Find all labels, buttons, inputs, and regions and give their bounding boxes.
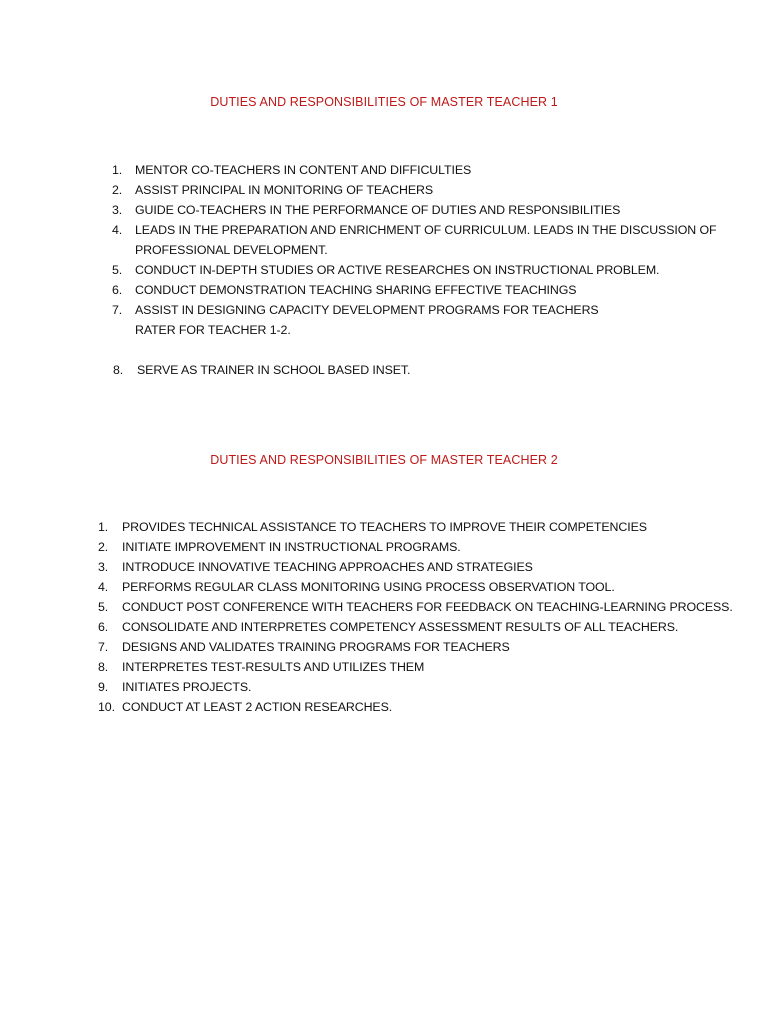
item-text: LEADS IN THE PREPARATION AND ENRICHMENT OF CURRICULUM. LEADS IN THE DISCUSSION OF — [135, 223, 717, 237]
list-item — [98, 537, 718, 557]
item-text: MENTOR CO-TEACHERS IN CONTENT AND DIFFICULTIES — [135, 163, 472, 177]
list-item — [98, 557, 718, 577]
item-number: 8. — [113, 363, 124, 377]
list-item — [112, 300, 712, 340]
item-number: 1. — [112, 163, 123, 177]
item-text: INTRODUCE INNOVATIVE TEACHING APPROACHES AND STRATEGIES — [122, 560, 533, 574]
list-item — [112, 200, 712, 220]
item-number: 5. — [98, 600, 109, 614]
section-2-title: DUTIES AND RESPONSIBILITIES OF MASTER TEACHER 2 — [210, 453, 558, 467]
item-number: 2. — [112, 183, 123, 197]
item-number: 4. — [98, 580, 109, 594]
list-item — [98, 597, 733, 617]
item-text: DESIGNS AND VALIDATES TRAINING PROGRAMS FOR TEACHERS — [122, 640, 510, 654]
item-text: CONDUCT IN-DEPTH STUDIES OR ACTIVE RESEARCHES ON INSTRUCTIONAL PROBLEM. — [135, 263, 660, 277]
item-text: PERFORMS REGULAR CLASS MONITORING USING PROCESS OBSERVATION TOOL. — [122, 580, 615, 594]
section-1-list — [112, 160, 717, 380]
item-number: 10. — [98, 700, 115, 714]
item-number: 3. — [112, 203, 123, 217]
item-text: INITIATES PROJECTS. — [122, 680, 252, 694]
list-item — [112, 180, 712, 200]
list-item — [98, 677, 718, 697]
item-number: 6. — [112, 283, 123, 297]
item-number: 9. — [98, 680, 109, 694]
item-text: INTERPRETES TEST-RESULTS AND UTILIZES THEM — [122, 660, 425, 674]
list-item — [112, 360, 712, 380]
list-item — [98, 617, 718, 637]
item-number: 2. — [98, 540, 109, 554]
item-number: 7. — [98, 640, 109, 654]
item-number: 5. — [112, 263, 123, 277]
item-text: CONDUCT POST CONFERENCE WITH TEACHERS FOR FEEDBACK ON TEACHING-LEARNING PROCESS. — [122, 600, 733, 614]
item-number: 3. — [98, 560, 109, 574]
list-item — [98, 657, 718, 677]
item-text: CONSOLIDATE AND INTERPRETES COMPETENCY ASSESSMENT RESULTS OF ALL TEACHERS. — [122, 620, 679, 634]
list-item — [98, 577, 718, 597]
item-text: CONDUCT DEMONSTRATION TEACHING SHARING EFFECTIVE TEACHINGS — [135, 283, 577, 297]
section-1-title: DUTIES AND RESPONSIBILITIES OF MASTER TEACHER 1 — [210, 95, 558, 109]
item-number: 8. — [98, 660, 109, 674]
item-text: SERVE AS TRAINER IN SCHOOL BASED INSET. — [137, 363, 411, 377]
item-text: INITIATE IMPROVEMENT IN INSTRUCTIONAL PROGRAMS. — [122, 540, 461, 554]
list-item — [98, 637, 718, 657]
list-item — [112, 160, 712, 180]
item-text: GUIDE CO-TEACHERS IN THE PERFORMANCE OF DUTIES AND RESPONSIBILITIES — [135, 203, 621, 217]
item-number: 7. — [112, 303, 123, 317]
item-number: 4. — [112, 223, 123, 237]
list-item — [112, 220, 717, 260]
section-2-list — [98, 517, 733, 717]
item-number: 1. — [98, 520, 109, 534]
item-text-continuation: RATER FOR TEACHER 1-2. — [135, 323, 291, 337]
item-text-continuation: PROFESSIONAL DEVELOPMENT. — [135, 243, 328, 257]
list-item — [112, 260, 712, 280]
list-item — [112, 280, 712, 300]
list-spacer — [112, 340, 712, 360]
item-number: 6. — [98, 620, 109, 634]
item-text: ASSIST PRINCIPAL IN MONITORING OF TEACHERS — [135, 183, 434, 197]
list-item — [98, 517, 718, 537]
list-item — [98, 697, 718, 717]
item-text: ASSIST IN DESIGNING CAPACITY DEVELOPMENT PROGRAMS FOR TEACHERS — [135, 303, 599, 317]
item-text: PROVIDES TECHNICAL ASSISTANCE TO TEACHERS TO IMPROVE THEIR COMPETENCIES — [122, 520, 647, 534]
item-text: CONDUCT AT LEAST 2 ACTION RESEARCHES. — [122, 700, 393, 714]
